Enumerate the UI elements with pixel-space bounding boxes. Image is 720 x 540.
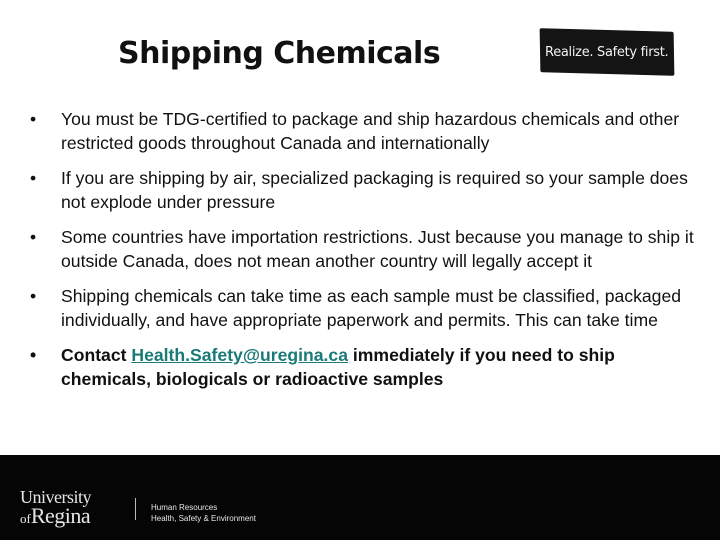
bullet-item [30, 166, 695, 214]
university-name: Regina [30, 503, 91, 528]
bullet-marker: • [30, 345, 37, 365]
university-of: of [20, 511, 31, 526]
bullet-text-after: immediately if you need to ship chemicals, biologicals or radioactive samples [61, 345, 615, 389]
bullet-text-before: Contact [61, 345, 132, 365]
footer-divider [135, 498, 136, 520]
bullet-item [30, 107, 695, 155]
bullet-item [30, 225, 695, 273]
bullet-list [30, 107, 695, 402]
department-label [151, 502, 256, 524]
department-line1: Human Resources [151, 503, 218, 512]
email-link[interactable]: Health.Safety@uregina.ca [131, 345, 348, 365]
tagline-badge [540, 28, 675, 76]
footer-bar [0, 455, 720, 540]
bullet-marker: • [30, 286, 37, 306]
bullet-text: Shipping chemicals can take time as each sample must be classified, packaged individually, and have appropriate paperwork and permits. This can take time [61, 286, 682, 330]
university-line2 [20, 503, 91, 529]
slide-title: Shipping Chemicals [118, 36, 441, 71]
bullet-item [30, 284, 695, 332]
tagline-text: Realize. Safety first. [545, 44, 669, 60]
university-line1: University [20, 487, 91, 507]
bullet-marker: • [30, 227, 37, 247]
bullet-item-contact [30, 343, 695, 391]
university-logo [20, 488, 91, 529]
department-line2: Health, Safety & Environment [151, 514, 256, 523]
bullet-marker: • [30, 168, 37, 188]
bullet-marker: • [30, 109, 37, 129]
bullet-text: You must be TDG-certified to package and ship hazardous chemicals and other restricted goods throughout Canada and internationally [61, 109, 680, 153]
bullet-text: If you are shipping by air, specialized packaging is required so your sample does not explode under pressure [61, 168, 688, 212]
bullet-text: Some countries have importation restrictions. Just because you manage to ship it outside Canada, does not mean another country will legally accept it [61, 227, 694, 271]
